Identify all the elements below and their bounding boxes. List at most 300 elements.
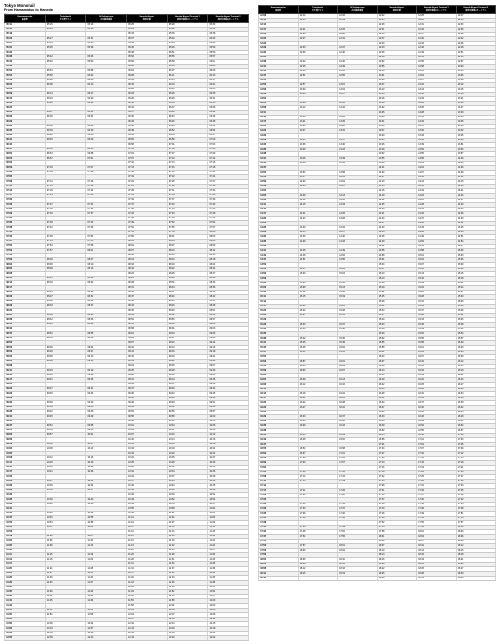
time-cell: 18:04	[338, 548, 378, 553]
time-cell: 13:28	[338, 124, 378, 129]
time-cell: 09:08	[5, 364, 46, 369]
time-cell: 11:02	[5, 539, 46, 544]
time-cell: 10:19	[126, 451, 167, 456]
time-cell: 14:24	[456, 193, 496, 198]
time-cell: 14:39	[456, 217, 496, 222]
time-cell: 14:57	[298, 267, 338, 272]
time-cell: 13:00	[456, 64, 496, 69]
time-cell: 15:40	[338, 327, 378, 332]
time-cell: 11:48	[208, 580, 249, 585]
time-cell: 06:24	[86, 101, 127, 106]
time-cell: 14:30	[298, 226, 338, 231]
time-cell: 11:19	[167, 539, 208, 544]
time-cell: 14:29	[259, 230, 299, 235]
time-cell: 06:30	[45, 115, 86, 120]
time-cell: 12:20	[259, 32, 299, 37]
time-cell: 05:19	[86, 23, 127, 28]
time-cell: 12:46	[338, 60, 378, 65]
time-cell: 16:16	[417, 369, 457, 374]
time-cell: 15:25	[417, 290, 457, 295]
time-cell: 13:10	[377, 87, 417, 92]
time-cell: 10:28	[126, 465, 167, 470]
time-cell: 17:30	[298, 502, 338, 507]
time-cell: 09:43	[126, 396, 167, 401]
time-cell: 13:03	[298, 92, 338, 97]
time-cell: 18:18	[456, 553, 496, 558]
time-cell: 11:01	[86, 525, 127, 530]
time-cell: 07:52	[126, 226, 167, 231]
time-cell: 12:45	[456, 41, 496, 46]
time-cell: 14:21	[298, 212, 338, 217]
time-cell: 15:53	[259, 359, 299, 364]
timetable-right	[258, 5, 496, 581]
time-cell: 12:55	[417, 60, 457, 65]
time-cell: 09:04	[167, 332, 208, 337]
time-cell: 15:04	[377, 263, 417, 268]
time-cell: 17:49	[377, 516, 417, 521]
time-cell: 16:49	[338, 433, 378, 438]
time-cell: 13:06	[456, 74, 496, 79]
time-cell: 13:46	[377, 143, 417, 148]
time-cell: 15:27	[456, 290, 496, 295]
time-cell: 15:58	[377, 346, 417, 351]
time-cell: 14:51	[456, 235, 496, 240]
time-cell: 08:48	[208, 304, 249, 309]
time-cell: 09:49	[167, 401, 208, 406]
time-cell: 18:00	[298, 548, 338, 553]
time-cell: 07:35	[5, 221, 46, 226]
time-cell: 16:13	[417, 364, 457, 369]
time-cell: 10:17	[5, 470, 46, 475]
time-cell: 06:16	[126, 83, 167, 88]
time-cell: 12:48	[456, 46, 496, 51]
time-cell: 15:32	[259, 327, 299, 332]
time-cell: 09:34	[86, 391, 127, 396]
time-cell: 12:40	[377, 41, 417, 46]
time-cell: 18:13	[338, 562, 378, 567]
time-cell: 08:06	[45, 262, 86, 267]
time-cell: 12:15	[208, 622, 249, 627]
time-cell: 16:21	[456, 373, 496, 378]
time-cell: 14:10	[377, 180, 417, 185]
time-cell: 13:48	[298, 161, 338, 166]
time-cell: 14:02	[259, 189, 299, 194]
time-cell: 07:40	[167, 202, 208, 207]
time-cell: 09:58	[86, 428, 127, 433]
time-cell: 13:13	[338, 101, 378, 106]
time-cell: 17:43	[377, 507, 417, 512]
time-cell: 13:52	[338, 161, 378, 166]
time-cell: 11:41	[5, 599, 46, 604]
time-cell: 08:10	[86, 262, 127, 267]
time-cell: 12:26	[259, 41, 299, 46]
time-cell: 06:23	[5, 110, 46, 115]
time-cell: 11:45	[45, 599, 86, 604]
time-cell: 17:33	[456, 484, 496, 489]
time-cell: 09:40	[167, 387, 208, 392]
time-cell: 06:26	[126, 96, 167, 101]
time-cell: 16:43	[417, 410, 457, 415]
time-cell: 15:10	[377, 272, 417, 277]
time-cell: 06:29	[5, 119, 46, 124]
time-cell: 11:39	[45, 590, 86, 595]
time-cell: 07:06	[208, 147, 249, 152]
time-cell: 17:16	[377, 465, 417, 470]
time-cell: 11:37	[86, 580, 127, 585]
time-cell: 12:27	[456, 14, 496, 19]
time-cell: 07:31	[167, 189, 208, 194]
time-cell: 07:01	[167, 143, 208, 148]
time-cell: 15:45	[456, 318, 496, 323]
time-cell: 18:01	[338, 544, 378, 549]
time-cell: 06:13	[208, 73, 249, 78]
time-cell: 11:55	[126, 599, 167, 604]
time-cell: 17:44	[259, 530, 299, 535]
time-cell: 06:26	[5, 115, 46, 120]
time-cell: 09:35	[5, 405, 46, 410]
time-cell: 15:55	[338, 350, 378, 355]
time-cell: 12:49	[417, 51, 457, 56]
time-cell: 13:41	[259, 157, 299, 162]
time-cell: 09:00	[45, 345, 86, 350]
time-cell: 08:19	[167, 262, 208, 267]
time-cell: 12:13	[86, 636, 127, 641]
time-cell: 16:08	[259, 382, 299, 387]
time-cell: 07:52	[86, 235, 127, 240]
time-cell: 05:45	[126, 46, 167, 51]
time-cell: 15:37	[338, 323, 378, 328]
time-cell: 13:35	[259, 147, 299, 152]
time-cell: 16:22	[338, 392, 378, 397]
time-cell: 17:31	[377, 488, 417, 493]
time-cell: 15:01	[417, 253, 457, 258]
time-cell: 12:12	[298, 14, 338, 19]
time-cell: 16:28	[377, 392, 417, 397]
time-cell: 15:09	[456, 263, 496, 268]
time-cell: 13:11	[259, 110, 299, 115]
time-cell: 12:04	[167, 608, 208, 613]
time-cell: 16:11	[259, 387, 299, 392]
time-cell: 13:55	[417, 152, 457, 157]
time-cell: 07:34	[126, 198, 167, 203]
time-cell: 08:47	[5, 332, 46, 337]
time-cell: 07:55	[126, 230, 167, 235]
time-cell: 09:37	[167, 382, 208, 387]
time-cell: 16:35	[259, 424, 299, 429]
time-cell: 16:38	[259, 429, 299, 434]
time-cell: 11:35	[5, 590, 46, 595]
time-cell: 16:24	[456, 378, 496, 383]
time-cell: 06:27	[45, 110, 86, 115]
time-cell: 09:25	[86, 378, 127, 383]
time-cell: 05:34	[5, 50, 46, 55]
time-cell: 07:13	[167, 161, 208, 166]
time-cell: 14:31	[377, 212, 417, 217]
time-cell: 12:03	[208, 603, 249, 608]
time-cell: 09:47	[5, 424, 46, 429]
time-cell: 08:27	[45, 295, 86, 300]
time-cell: 14:13	[338, 193, 378, 198]
time-cell: 05:27	[45, 37, 86, 42]
time-cell: 13:59	[259, 184, 299, 189]
time-cell: 11:54	[45, 613, 86, 618]
time-cell: 14:33	[298, 230, 338, 235]
time-cell: 13:33	[298, 138, 338, 143]
time-cell: 07:10	[126, 161, 167, 166]
time-cell: 10:11	[5, 461, 46, 466]
time-cell: 13:50	[259, 170, 299, 175]
time-cell: 17:10	[417, 452, 457, 457]
time-cell: 16:37	[338, 415, 378, 420]
time-cell: 06:04	[126, 69, 167, 74]
time-cell: 06:31	[86, 110, 127, 115]
time-cell: 17:09	[298, 470, 338, 475]
time-cell: 08:07	[126, 249, 167, 254]
time-cell: 10:58	[167, 507, 208, 512]
time-cell: 12:14	[259, 23, 299, 28]
time-cell: 09:02	[5, 355, 46, 360]
time-cell: 11:04	[126, 521, 167, 526]
time-cell: 06:51	[45, 147, 86, 152]
time-cell: 14:37	[377, 221, 417, 226]
time-cell: 11:15	[208, 530, 249, 535]
time-cell: 16:07	[377, 359, 417, 364]
time-cell: 09:14	[5, 373, 46, 378]
time-cell: 11:40	[167, 571, 208, 576]
time-cell: 13:04	[417, 74, 457, 79]
time-cell: 16:16	[338, 382, 378, 387]
time-cell: 18:27	[456, 567, 496, 572]
time-cell: 15:09	[298, 286, 338, 291]
time-cell: 13:16	[417, 92, 457, 97]
time-cell: 08:31	[86, 295, 127, 300]
time-cell: 17:24	[298, 493, 338, 498]
time-cell: 08:44	[5, 327, 46, 332]
time-cell: 17:52	[338, 530, 378, 535]
time-cell: 10:38	[5, 502, 46, 507]
time-cell: 17:28	[338, 493, 378, 498]
time-cell: 15:49	[377, 332, 417, 337]
time-cell: 08:16	[126, 262, 167, 267]
time-cell: 06:36	[45, 124, 86, 129]
time-cell: 06:20	[45, 101, 86, 106]
time-cell: 16:14	[259, 392, 299, 397]
time-cell: 14:27	[456, 198, 496, 203]
time-cell: 11:22	[126, 548, 167, 553]
time-cell: 10:55	[167, 502, 208, 507]
time-cell: 08:13	[126, 258, 167, 263]
time-cell: 05:31	[5, 46, 46, 51]
time-cell: 08:12	[208, 249, 249, 254]
time-cell: 12:37	[338, 46, 378, 51]
time-cell: 12:44	[259, 69, 299, 74]
time-cell: 09:13	[167, 345, 208, 350]
time-cell: 15:31	[417, 299, 457, 304]
time-cell: 09:16	[167, 350, 208, 355]
time-cell: 14:28	[377, 207, 417, 212]
time-cell: 10:37	[126, 479, 167, 484]
time-cell: 13:09	[298, 101, 338, 106]
time-cell: 06:06	[86, 78, 127, 83]
time-cell: 09:31	[126, 378, 167, 383]
time-cell: 09:36	[208, 378, 249, 383]
time-cell: 15:35	[259, 332, 299, 337]
time-cell: 09:34	[126, 382, 167, 387]
time-cell: 17:37	[338, 507, 378, 512]
time-cell: 13:27	[298, 129, 338, 134]
time-cell: 11:26	[5, 576, 46, 581]
time-cell: 15:24	[456, 286, 496, 291]
time-cell: 11:21	[208, 539, 249, 544]
time-cell: 08:18	[208, 258, 249, 263]
time-cell: 15:07	[417, 263, 457, 268]
time-cell: 16:33	[456, 392, 496, 397]
time-cell: 14:52	[377, 244, 417, 249]
time-cell: 05:11	[5, 23, 46, 28]
time-cell: 06:52	[167, 129, 208, 134]
time-cell: 10:57	[45, 525, 86, 530]
time-cell: 14:40	[338, 235, 378, 240]
time-cell: 17:51	[298, 535, 338, 540]
time-cell: 09:42	[208, 387, 249, 392]
time-cell: 11:17	[5, 562, 46, 567]
time-cell: 11:24	[45, 567, 86, 572]
time-cell: 14:23	[259, 221, 299, 226]
time-cell: 14:39	[298, 240, 338, 245]
time-cell: 16:40	[377, 410, 417, 415]
time-cell: 09:45	[45, 414, 86, 419]
time-cell: 14:10	[417, 175, 457, 180]
time-cell: 11:51	[208, 585, 249, 590]
time-cell: 10:41	[5, 507, 46, 512]
time-cell: 11:28	[167, 553, 208, 558]
time-cell: 06:46	[167, 119, 208, 124]
time-cell: 18:01	[417, 530, 457, 535]
time-cell: 14:08	[259, 198, 299, 203]
time-cell: 09:07	[167, 336, 208, 341]
time-cell: 17:54	[456, 516, 496, 521]
time-cell: 10:02	[5, 447, 46, 452]
time-cell: 12:45	[298, 64, 338, 69]
time-cell: 05:15	[45, 23, 86, 28]
time-cell: 17:51	[456, 512, 496, 517]
time-cell: 16:09	[456, 355, 496, 360]
time-cell: 15:37	[377, 313, 417, 318]
time-cell: 07:58	[167, 230, 208, 235]
time-cell: 08:43	[126, 304, 167, 309]
time-cell: 10:07	[167, 428, 208, 433]
time-cell: 12:04	[86, 622, 127, 627]
time-cell: 11:05	[5, 544, 46, 549]
time-cell: 16:28	[417, 387, 457, 392]
time-cell: 17:37	[417, 493, 457, 498]
time-cell: 11:00	[208, 507, 249, 512]
time-cell: 18:12	[456, 544, 496, 549]
time-cell: 09:09	[208, 336, 249, 341]
time-cell: 07:16	[86, 179, 127, 184]
time-cell: 16:54	[298, 447, 338, 452]
time-cell: 08:30	[45, 299, 86, 304]
time-cell: 08:37	[126, 295, 167, 300]
time-cell: 07:27	[45, 202, 86, 207]
time-cell: 14:36	[456, 212, 496, 217]
time-cell: 12:52	[417, 55, 457, 60]
time-cell: 17:43	[338, 516, 378, 521]
time-cell: 18:15	[456, 548, 496, 553]
time-cell: 12:30	[456, 18, 496, 23]
time-cell: 17:25	[417, 475, 457, 480]
time-cell: 16:40	[417, 405, 457, 410]
time-cell: 08:02	[5, 262, 46, 267]
time-cell: 10:18	[45, 465, 86, 470]
time-cell: 05:15	[5, 27, 46, 32]
time-cell: 09:51	[208, 401, 249, 406]
time-cell: 12:09	[45, 636, 86, 641]
time-cell: 14:09	[456, 170, 496, 175]
time-cell: 09:32	[5, 401, 46, 406]
time-cell: 13:51	[456, 143, 496, 148]
time-cell: 06:06	[5, 87, 46, 92]
time-cell: 17:04	[377, 447, 417, 452]
time-cell: 15:03	[456, 253, 496, 258]
time-cell: 11:34	[86, 576, 127, 581]
time-cell: 17:18	[456, 461, 496, 466]
time-cell: 09:40	[86, 401, 127, 406]
time-cell: 05:58	[86, 69, 127, 74]
time-cell: 08:52	[126, 318, 167, 323]
time-cell: 18:16	[377, 558, 417, 563]
time-cell: 15:51	[298, 350, 338, 355]
time-cell: 10:37	[167, 474, 208, 479]
time-cell: 14:00	[298, 180, 338, 185]
time-cell: 14:53	[259, 267, 299, 272]
time-cell: 16:45	[456, 410, 496, 415]
time-cell: 17:21	[456, 465, 496, 470]
time-cell: 16:39	[456, 401, 496, 406]
time-cell: 08:26	[5, 299, 46, 304]
time-cell: 08:03	[45, 258, 86, 263]
time-cell: 12:54	[456, 55, 496, 60]
time-cell: 08:46	[167, 304, 208, 309]
time-cell: 15:46	[417, 323, 457, 328]
time-cell: 11:11	[5, 553, 46, 558]
time-cell: 15:26	[259, 318, 299, 323]
time-cell: 08:39	[45, 313, 86, 318]
time-cell: 08:28	[126, 281, 167, 286]
time-cell: 06:16	[5, 101, 46, 106]
time-cell: 13:08	[259, 106, 299, 111]
time-cell: 10:27	[45, 479, 86, 484]
time-cell: 16:22	[417, 378, 457, 383]
time-cell: 13:31	[417, 115, 457, 120]
time-cell: 08:01	[126, 239, 167, 244]
time-cell: 13:25	[338, 120, 378, 125]
time-cell: 06:20	[126, 87, 167, 92]
time-cell: 18:22	[377, 567, 417, 572]
time-cell: 12:31	[377, 28, 417, 33]
time-cell: 05:52	[126, 55, 167, 60]
time-cell: 18:05	[259, 562, 299, 567]
time-cell: 09:51	[45, 424, 86, 429]
time-cell: 06:57	[45, 156, 86, 161]
time-cell: 05:55	[167, 55, 208, 60]
time-cell: 15:52	[338, 346, 378, 351]
time-cell: 17:56	[259, 548, 299, 553]
time-cell: 05:19	[45, 27, 86, 32]
time-cell: 12:01	[167, 603, 208, 608]
time-cell: 07:04	[167, 147, 208, 152]
time-cell: 13:57	[456, 152, 496, 157]
